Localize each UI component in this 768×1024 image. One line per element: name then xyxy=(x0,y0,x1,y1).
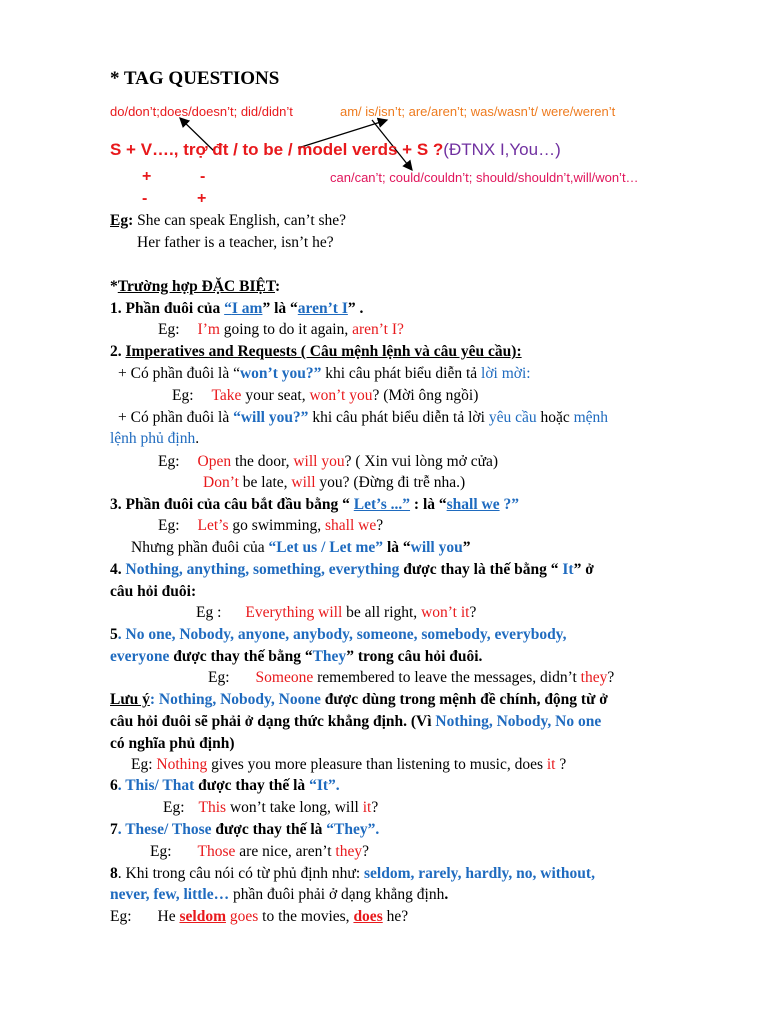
rule-6-title: 6. This/ That được thay thế là “It”. xyxy=(110,777,340,794)
formula-line xyxy=(110,140,561,160)
example-intro-2: Her father is a teacher, isn’t he? xyxy=(137,234,334,251)
rule-7-title: 7. These/ Those được thay thế là “They”. xyxy=(110,821,380,838)
rule-8-example: Eg: He seldom goes to the movies, does he? xyxy=(110,908,409,925)
example-intro-1: Eg: She can speak English, can’t she? xyxy=(110,212,347,229)
rule-5-title-cont: everyone được thay thế bằng “They” trong câu hỏi đuôi. xyxy=(110,648,483,665)
rule-4-example: Eg : Everything will be all right, won’t it? xyxy=(196,604,477,621)
note-line-3: có nghĩa phủ định) xyxy=(110,735,235,752)
sign-minus-2: - xyxy=(142,190,148,207)
rule-1-example: Eg: I’m going to do it again, aren’t I? xyxy=(158,321,404,338)
rule-2-title: 2. Imperatives and Requests ( Câu mệnh lệnh và câu yêu cầu): xyxy=(110,343,522,360)
note-line-2: câu hỏi đuôi sẽ phải ở dạng thức khẳng định. (Vì Nothing, Nobody, No one xyxy=(110,713,602,730)
note-title: Lưu ý: Nothing, Nobody, Noone được dùng trong mệnh đề chính, động từ ở xyxy=(110,691,608,708)
rule-3-note: Nhưng phần đuôi của “Let us / Let me” là “will you” xyxy=(131,539,471,556)
rule-1-title: 1. Phần đuôi của “I am” là “aren’t I” . xyxy=(110,300,364,317)
sign-plus-2: + xyxy=(197,190,207,207)
rule-3-example: Eg: Let’s go swimming, shall we? xyxy=(158,517,384,534)
do-forms-line: do/don’t;does/doesn’t; did/didn’t xyxy=(110,104,293,119)
rule-2-example-2: Eg: Open the door, will you? ( Xin vui lòng mở cửa) xyxy=(158,453,499,470)
rule-8-title-cont: never, few, little… phần đuôi phải ở dạng khẳng định. xyxy=(110,886,449,903)
rule-2-point-1: + Có phần đuôi là “won’t you?” khi câu phát biểu diễn tả lời mời: xyxy=(118,365,531,382)
sign-plus-1: + xyxy=(142,168,152,185)
rule-5-title: 5. No one, Nobody, anyone, anybody, someone, somebody, everybody, xyxy=(110,626,567,643)
formula-main: S + V…., trợ đt / to be / model verds + S ? xyxy=(110,140,444,159)
rule-2-point-2: + Có phần đuôi là “will you?” khi câu phát biểu diễn tả lời yêu cầu hoặc mệnh xyxy=(118,409,609,426)
rule-2-point-2-cont: lệnh phủ định. xyxy=(110,430,200,447)
rule-3-title: 3. Phần đuôi của câu bắt đầu bằng “ Let’s ...” : là “shall we ?” xyxy=(110,496,519,513)
rule-6-example: Eg: This won’t take long, will it? xyxy=(163,799,379,816)
rule-7-example: Eg: Those are nice, aren’t they? xyxy=(150,843,369,860)
page-title: * TAG QUESTIONS xyxy=(110,68,280,89)
be-forms-line: am/ is/isn’t; are/aren’t; was/wasn’t/ were/weren’t xyxy=(340,104,616,119)
rule-8-title: 8. Khi trong câu nói có từ phủ định như: seldom, rarely, hardly, no, without, xyxy=(110,865,595,882)
special-cases-heading: *Trường hợp ĐẶC BIỆT: xyxy=(110,278,281,295)
rule-4-title: 4. Nothing, anything, something, everything được thay là thế bằng “ It” ở xyxy=(110,561,594,578)
modals-line: can/can’t; could/couldn’t; should/shouldn’t,will/won’t… xyxy=(330,170,639,185)
formula-note: (ĐTNX I,You…) xyxy=(443,140,561,159)
rule-5-example: Eg: Someone remembered to leave the messages, didn’t they? xyxy=(208,669,615,686)
rule-2-example-3: Don’t be late, will you? (Đừng đi trễ nha.) xyxy=(203,474,466,491)
sign-minus-1: - xyxy=(200,168,206,185)
rule-4-title-cont: câu hỏi đuôi: xyxy=(110,583,197,600)
rule-2-example-1: Eg: Take your seat, won’t you? (Mời ông ngồi) xyxy=(172,387,479,404)
note-example: Eg: Nothing gives you more pleasure than listening to music, does it ? xyxy=(131,756,567,773)
